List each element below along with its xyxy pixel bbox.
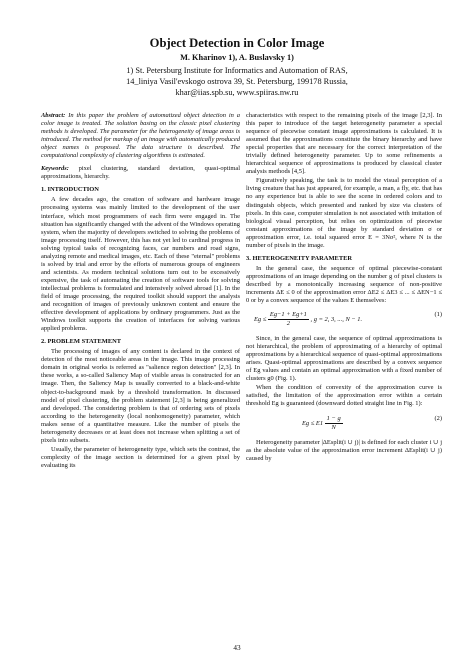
equation-1-fraction [268,311,309,328]
heterogeneity-paragraph-4: Heterogeneity parameter |ΔEsplit(i ∪ j)| is defined for each cluster i ∪ j as the absolute value of the approximation error increment ΔEsplit(i ∪ j) caused by [246,438,442,462]
paper-authors: M. Kharinov 1), A. Buslavsky 1) [180,53,294,62]
problem-paragraph-2: Usually, the parameter of heterogeneity type, which sets the contrast, the complexity of the image section is determined for a given pixel by evaluating its [41,445,240,469]
equation-2-lhs: Eg ≤ E1 [302,419,324,427]
equation-1-condition: , g = 2, 3, ..., N − 1. [310,316,363,324]
equation-1-denominator: 2 [286,320,291,328]
keywords-text: pixel clustering, standard deviation, quasi-optimal approximations, hierarchy. [41,165,241,181]
equation-2-body [302,415,343,432]
paper-title: Object Detection in Color Image [149,36,325,50]
equation-1-label: (1) [434,311,442,319]
equation-2 [246,413,442,435]
section-heading-problem-statement: 2. PROBLEM STATEMENT [41,338,122,346]
left-column [41,112,240,471]
equation-2-fraction [325,415,343,432]
right-paragraph-1: characteristics with respect to the remaining pixels of the image [2,3]. In this paper to introduce of the target heterogeneity parameter a special sequence of piecewise constant image approximations is calculated. It is assumed that the approximations constitute the binary hierarchy and have special properties that are necessary for the correct interpretation of the trivially defined heterogeneity parameter. Up to some refinements a hierarchical sequence of approximations is produced by classical cluster analysis methods [4,5]. [246,112,442,176]
equation-2-numerator: 1 − g [325,415,343,424]
affiliation-line-1: 1) St. Petersburg Institute for Informatics and Automation of RAS, [126,66,348,75]
affiliation-line-3: khar@iias.spb.su, www.spiiras.nw.ru [175,88,299,97]
equation-2-denominator: N [331,423,336,431]
keywords [41,165,240,181]
equation-1-lhs: Eg ≤ [254,316,267,324]
keywords-label: Keywords: [41,165,69,173]
equation-1 [246,309,442,331]
heterogeneity-paragraph-1: In the general case, the sequence of optimal piecewise-constant approximations of an image depending on the number g of pixel clusters is described by a monotonically increasing sequence of non-positive increments ΔE ≤ 0 of the approximation error ΔE2 ≤ ΔE3 ≤ ... ≤ ΔEN−1 ≤ 0 or by a convex sequence of the values E themselves: [246,264,442,305]
heterogeneity-paragraph-2: Since, in the general case, the sequence of optimal approximations is not hierarchical, the problem of approximating of a hierarchy of optimal approximations by a hierarchical sequence of quasi-optimal approximations arises. Quasi-optimal approximations are described by a convex sequence of Eg values and contain an optimal approximation with a fixed number of clusters g0 (Fig. 1). [246,335,442,383]
equation-1-body [254,311,362,328]
equation-2-label: (2) [434,414,442,422]
page-number: 43 [233,643,241,652]
right-paragraph-2: Figuratively speaking, the task is to model the visual perception of a living creature that has just appeared, for example, a man, a fly, etc. that has no any experience but is able to see the scene in ordered colors and to distinguish objects, which presented and ranked by size via clusters of pixels. In this case, computer simulation is not associated with imitation of biological visual perception, but relies on optimization of piecewise constant approximations of the image by standard deviation σ or approximation error, i.e. total squared error E = 3Nσ², where N is the number of pixels in the image. [246,177,442,249]
heterogeneity-paragraph-3: When the condition of convexity of the approximation curve is satisfied, the limitation of the approximation error within a certain threshold Eg is guaranteed (downward dotted straight line in Fig. 1): [246,384,442,408]
intro-paragraph-1: A few decades ago, the creation of software and hardware image processing systems was mainly limited to the development of the user interface, which most programmers of each firm were engaged in. The situation has significantly changed with the advent of the Windows operating system, when the majority of developers switched to solving the problems of image processing itself. However, this has not yet led to cardinal progress in solving typical tasks of recognizing faces, car numbers and road signs, analyzing remote and medical images, etc. Each of these "eternal" problems is solved by trial and error by the efforts of numerous groups of engineers and scientists. As modern technical solutions turn out to be excessively expensive, the task of automating the creation of software tools for solving intellectual problems is formulated and intensively solved abroad [1]. In the field of image processing, the required toolkit should support the analysis and recognition of images of previously unknown content and ensure the effective development of applications by ordinary programmers. Just as the Windows toolkit supports the creation of interfaces for solving various applied problems. [41,196,240,333]
right-column [246,112,442,464]
abstract-label: Abstract: [41,112,66,119]
section-heading-heterogeneity: 3. HETEROGENEITY PARAMETER [246,254,353,262]
problem-paragraph-1: The processing of images of any content is declared in the context of detection of the most noticeable areas in the image. This image processing domain in original works is referred as "salience region detection" [2,3]. In these works, a so-called Saliency Map of visible areas is constructed for an image. Then, the Saliency Map is usually converted to a black-and-white object-to-background mask by a threshold transformation. In discussed model of pixel clustering, the problem statement [2,3] is being generalized and developed. The considering problem is that of ordering sets of pixels according to the heterogeneity (local nonhomogeneity) parameter, which makes sense of a quantitative measure. Like the number of pixels the heterogeneity decreases or at least does not increase when splitting a set of pixels into subsets. [41,348,240,444]
affiliation-line-2: 14_liniya Vasil'evskogo ostrova 39, St. Petersburg, 199178 Russia, [126,77,348,86]
abstract [41,112,240,160]
section-heading-introduction: 1. INTRODUCTION [41,186,99,194]
abstract-text: In this paper the problem of automatized object detection in a color image is treated. The solution basing on the classic pixel clustering methods is developed. The parameter for the heterogeneity of image areas is introduced. The method for markup of an image with automatically produced object names is proposed. The data structure is described. The computational complexity of clustering algorithms is estimated. [41,112,241,160]
equation-1-numerator: Eg−1 + Eg+1 [268,311,309,320]
